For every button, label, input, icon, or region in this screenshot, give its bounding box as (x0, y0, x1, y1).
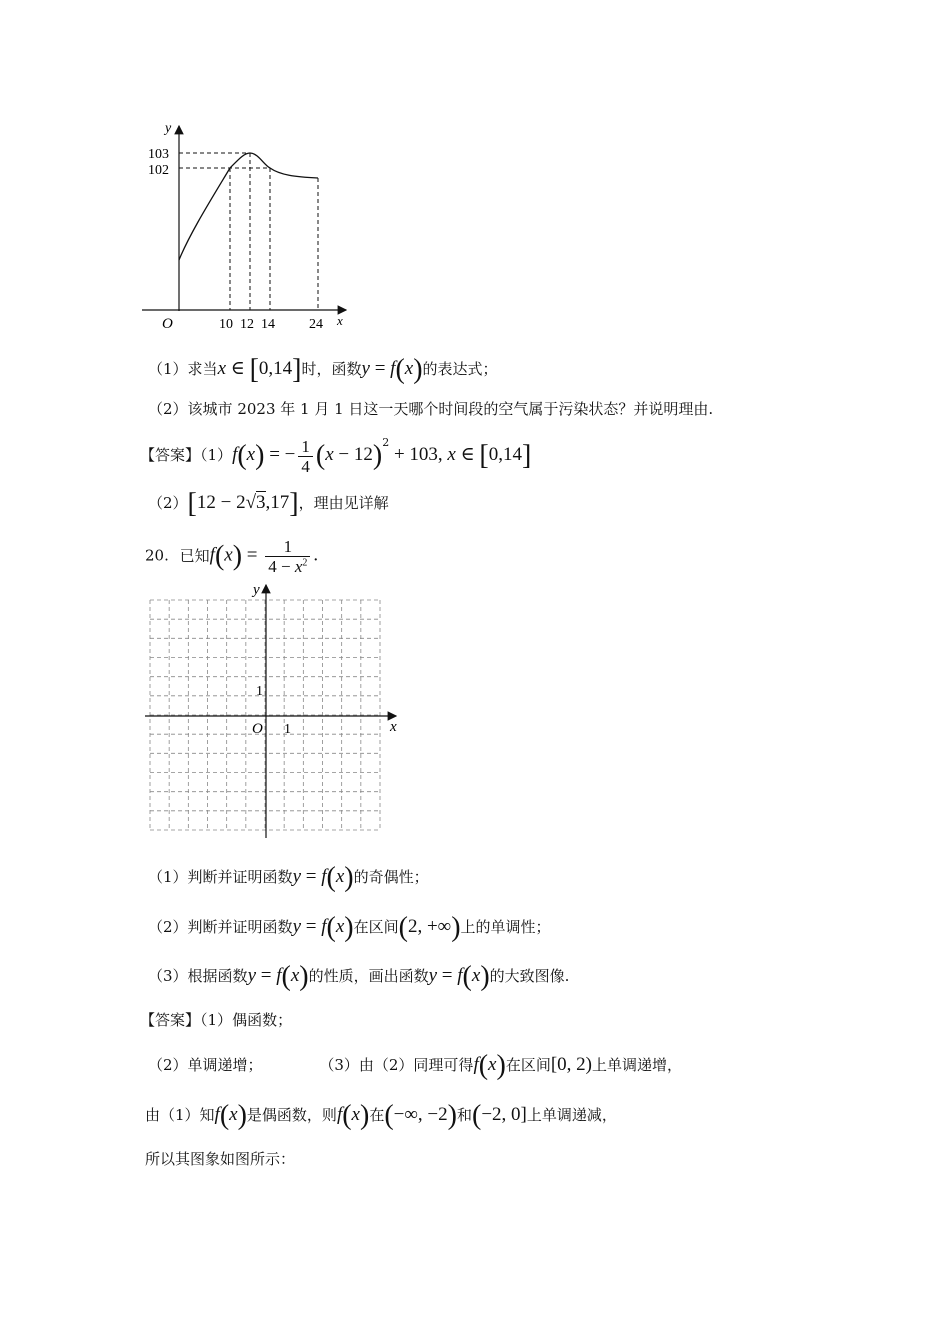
coordinate-grid (140, 580, 405, 845)
grid-y-label: y (253, 582, 260, 598)
x-tick-14: 14 (261, 317, 275, 332)
q19-part1: （1）求当x ∈ [0,14]时，函数y = f(x)的表达式； (148, 354, 498, 385)
x-tick-10: 10 (219, 317, 233, 332)
grid-unit-y: 1 (256, 684, 263, 699)
origin-label: O (162, 316, 173, 332)
grid-unit-x: 1 (284, 722, 291, 737)
q20-answer2-3: （2）单调递增； （3）由（2）同理可得f(x)在区间[0, 2)上单调递增， (148, 1050, 682, 1081)
q20-part3: （3）根据函数y = f(x)的性质，画出函数y = f(x)的大致图像. (148, 961, 570, 992)
y-tick-102: 102 (148, 163, 169, 178)
x-tick-24: 24 (309, 317, 323, 332)
grid-x-label: x (390, 719, 397, 735)
y-tick-103: 103 (148, 147, 169, 162)
q20-statement: 20. 已知f(x) = $\frac{1}{4 - x^2}$ . (145, 537, 319, 576)
aqi-curve (179, 153, 318, 260)
x-tick-12: 12 (240, 317, 254, 332)
x-axis-label: x (337, 313, 343, 328)
q19-answer1: 【答案】（1）f(x) = − $\frac{1}{4}$ $(x - 12)^2 + 103$, x ∈ [0,14] (140, 436, 532, 476)
q19-part2: （2）该城市 2023 年 1 月 1 日这一天哪个时间段的空气属于污染状态？并说明理由. (148, 400, 714, 418)
q20-answer1: 【答案】（1）偶函数； (140, 1011, 293, 1029)
aqi-graph (140, 118, 360, 343)
q20-part2: （2）判断并证明函数y = f(x)在区间(2, +∞)上的单调性； (148, 912, 551, 943)
grid-origin: O (252, 721, 263, 737)
q20-line-b: 由（1）知f(x)是偶函数，则f(x)在(−∞, −2)和(−2, 0]上单调递减， (145, 1100, 617, 1131)
q20-line-c: 所以其图象如图所示： (145, 1150, 296, 1168)
q19-answer2: （2）[12 − 2√3,17]，理由见详解 (148, 488, 389, 519)
q20-part1: （1）判断并证明函数y = f(x)的奇偶性； (148, 862, 429, 893)
y-axis-label: y (165, 121, 172, 136)
